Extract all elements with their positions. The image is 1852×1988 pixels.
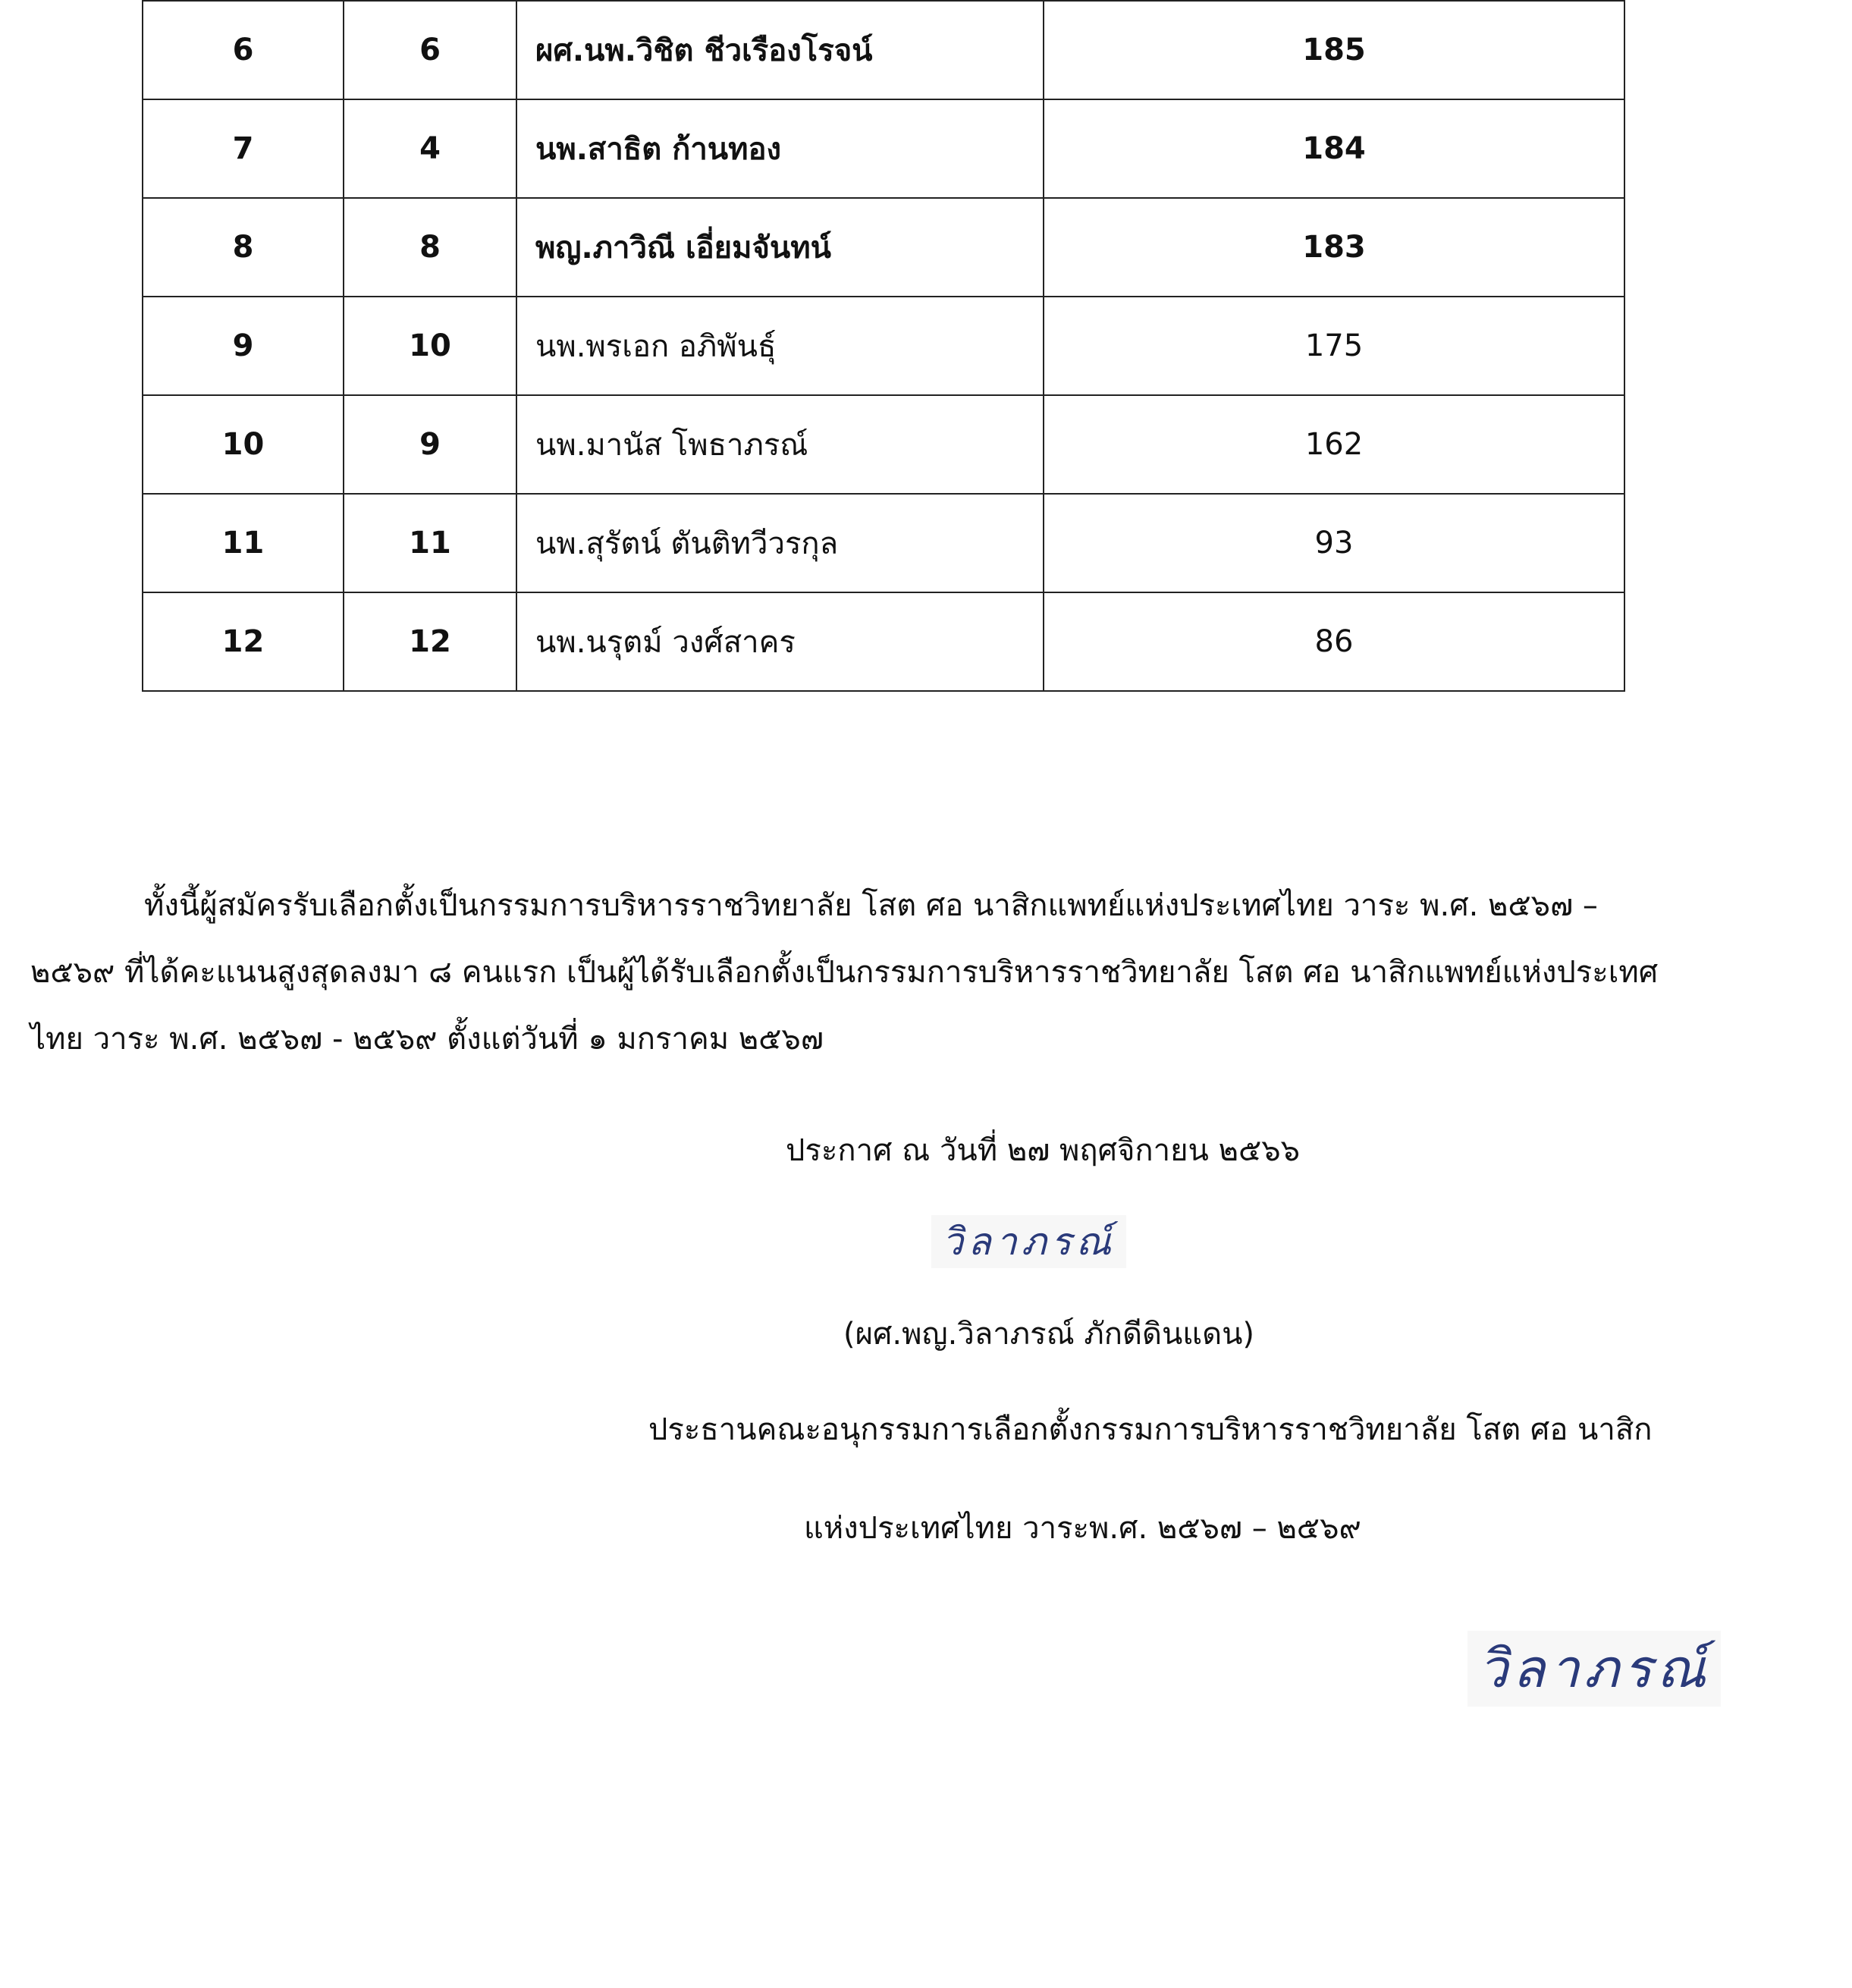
candidate-number-cell: 6 [344, 1, 516, 99]
score-cell: 183 [1044, 198, 1624, 297]
table-row [143, 494, 1624, 592]
signer-name: (ผศ.พญ.วิลาภรณ์ ภักดีดินแดน) [843, 1317, 1255, 1352]
table-row [143, 297, 1624, 395]
candidate-name-cell: ผศ.นพ.วิชิต ชีวเรืองโรจน์ [516, 1, 1044, 99]
signer-position-line-2: แห่งประเทศไทย วาระพ.ศ. ๒๕๖๗ – ๒๕๖๙ [804, 1511, 1361, 1546]
candidate-name-cell: พญ.ภาวิณี เอี่ยมจันทน์ [516, 198, 1044, 297]
announcement-paragraph [30, 872, 1729, 1073]
candidate-number-cell: 10 [344, 297, 516, 395]
score-cell: 185 [1044, 1, 1624, 99]
announcement-line-3: ไทย วาระ พ.ศ. ๒๕๖๗ - ๒๕๖๙ ตั้งแต่วันที่ ๑ มกราคม ๒๕๖๗ [30, 1022, 824, 1057]
announcement-line-2: ๒๕๖๙ ที่ได้คะแนนสูงสุดลงมา ๘ คนแรก เป็นผู้ได้รับเลือกตั้งเป็นกรรมการบริหารราชวิทยาลัย โสต ศอ นาสิกแพทย์แห่งประเทศ [30, 955, 1659, 990]
candidate-number-cell: 12 [344, 592, 516, 691]
candidate-number-cell: 11 [344, 494, 516, 592]
initials-signature-image: วิลาภรณ์ [1467, 1631, 1721, 1707]
score-cell: 184 [1044, 99, 1624, 198]
rank-cell: 11 [143, 494, 344, 592]
announcement-date: ประกาศ ณ วันที่ ๒๗ พฤศจิกายน ๒๕๖๖ [786, 1133, 1301, 1168]
rank-cell: 6 [143, 1, 344, 99]
table-row [143, 395, 1624, 494]
election-results-table [142, 0, 1625, 692]
candidate-name-cell: นพ.มานัส โพธาภรณ์ [516, 395, 1044, 494]
candidate-name-cell: นพ.พรเอก อภิพันธุ์ [516, 297, 1044, 395]
announcement-line-1: ทั้งนี้ผู้สมัครรับเลือกตั้งเป็นกรรมการบริหารราชวิทยาลัย โสต ศอ นาสิกแพทย์แห่งประเทศไทย วาระ พ.ศ. ๒๕๖๗ – [144, 888, 1598, 923]
table-row [143, 198, 1624, 297]
score-cell: 86 [1044, 592, 1624, 691]
rank-cell: 7 [143, 99, 344, 198]
candidate-number-cell: 9 [344, 395, 516, 494]
rank-cell: 12 [143, 592, 344, 691]
table-row [143, 99, 1624, 198]
signature-image: วิลาภรณ์ [931, 1215, 1126, 1268]
candidate-number-cell: 4 [344, 99, 516, 198]
rank-cell: 10 [143, 395, 344, 494]
candidate-name-cell: นพ.สาธิต ก้านทอง [516, 99, 1044, 198]
candidate-number-cell: 8 [344, 198, 516, 297]
rank-cell: 8 [143, 198, 344, 297]
candidate-name-cell: นพ.สุรัตน์ ตันติทวีวรกุล [516, 494, 1044, 592]
candidate-name-cell: นพ.นรุตม์ วงศ์สาคร [516, 592, 1044, 691]
score-cell: 93 [1044, 494, 1624, 592]
score-cell: 175 [1044, 297, 1624, 395]
score-cell: 162 [1044, 395, 1624, 494]
rank-cell: 9 [143, 297, 344, 395]
table-row [143, 1, 1624, 99]
signer-position-line-1: ประธานคณะอนุกรรมการเลือกตั้งกรรมการบริหารราชวิทยาลัย โสต ศอ นาสิก [648, 1412, 1653, 1447]
table-row [143, 592, 1624, 691]
results-table-body [143, 1, 1624, 691]
